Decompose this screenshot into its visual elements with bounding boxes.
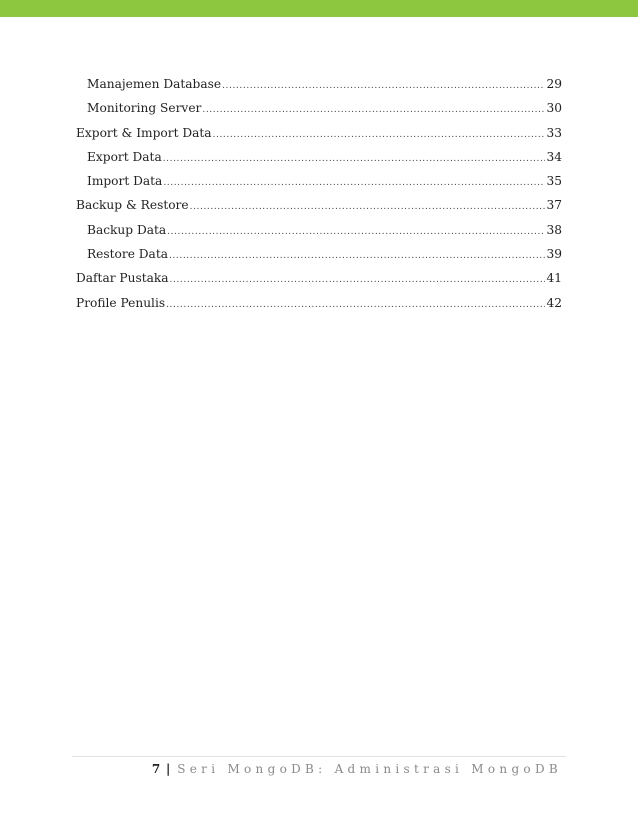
toc-entry-page: 30 [546,101,562,116]
toc-entry-page: 41 [546,271,562,286]
toc-entry-page: 29 [546,77,562,91]
table-of-contents [76,72,562,315]
header-accent-bar [0,0,638,17]
toc-entry-daftar-pustaka[interactable] [76,266,562,290]
toc-entry-title: Backup & Restore [76,198,189,213]
toc-entry-page: 35 [546,174,562,189]
toc-dot-leader [169,244,545,268]
toc-dot-leader [163,147,546,171]
toc-entry-page: 39 [546,247,562,262]
toc-entry-page: 42 [546,295,562,310]
footer-divider [72,756,566,757]
toc-dot-leader [213,123,546,147]
toc-entry-page: 38 [546,222,562,237]
toc-entry-title: Backup Data [87,222,167,237]
toc-dot-leader [163,171,545,195]
toc-entry-title: Daftar Pustaka [76,271,169,286]
toc-entry-title: Export & Import Data [76,125,212,140]
toc-entry-title: Profile Penulis [76,295,166,310]
toc-entry-restore-data[interactable] [76,242,562,266]
toc-entry-manajemen-database[interactable] [76,72,562,96]
footer-series-title: Seri MongoDB: Administrasi MongoDB [177,762,562,776]
toc-entry-page: 34 [546,149,562,164]
toc-dot-leader [167,220,545,244]
toc-dot-leader [170,268,546,292]
toc-entry-page: 33 [546,125,562,140]
toc-entry-profile-penulis[interactable] [76,291,562,315]
toc-dot-leader [190,195,546,219]
toc-entry-title: Export Data [87,149,162,164]
toc-entry-title: Monitoring Server [87,101,202,116]
footer-separator: | [166,762,171,776]
toc-entry-backup-restore[interactable] [76,193,562,217]
toc-entry-monitoring-server[interactable] [76,96,562,120]
page-footer [152,762,562,776]
toc-entry-export-data[interactable] [76,145,562,169]
toc-entry-export-import-data[interactable] [76,121,562,145]
toc-dot-leader [202,98,545,122]
toc-entry-title: Manajemen Database [87,77,222,91]
toc-entry-title: Restore Data [87,247,168,262]
footer-page-number: 7 [151,762,161,776]
toc-entry-import-data[interactable] [76,169,562,193]
toc-dot-leader [166,293,545,317]
toc-entry-title: Import Data [87,174,163,189]
toc-entry-page: 37 [546,198,562,213]
toc-entry-backup-data[interactable] [76,218,562,242]
toc-dot-leader [222,74,545,98]
